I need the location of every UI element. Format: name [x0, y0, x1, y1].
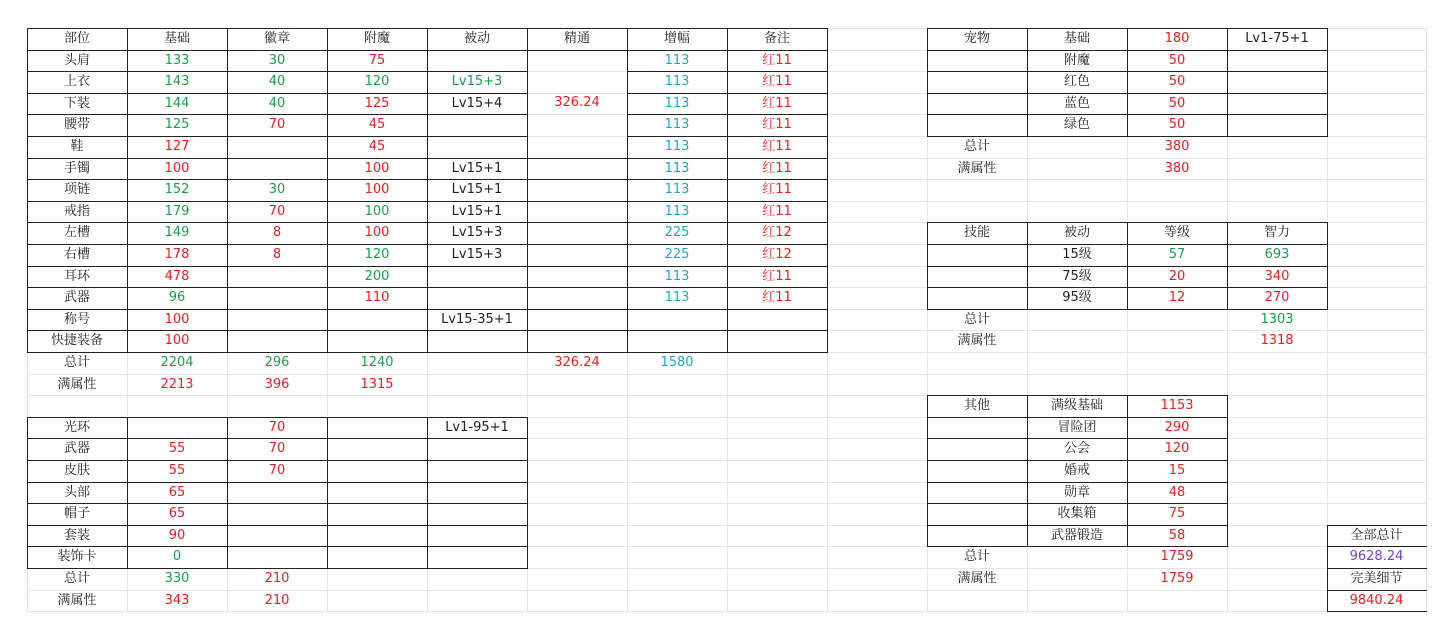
enchant-cell[interactable]: 45 [368, 139, 386, 154]
header-cell[interactable]: 徽章 [263, 31, 290, 46]
avatar-badge-cell[interactable]: 70 [268, 463, 286, 478]
part-cell[interactable]: 鞋 [70, 139, 84, 154]
skill-full-label[interactable]: 满属性 [957, 333, 997, 349]
skill-int-cell[interactable]: 693 [1264, 247, 1290, 262]
note-cell[interactable]: 红11 [762, 182, 792, 198]
full-badge[interactable]: 396 [264, 376, 290, 392]
avatar-base-cell[interactable] [127, 417, 227, 439]
header-cell[interactable]: 基础 [163, 31, 190, 46]
border-line [1327, 611, 1427, 612]
avatar-badge-cell[interactable] [227, 546, 327, 568]
passive-cell[interactable]: Lv15+1 [451, 182, 503, 198]
header-cell[interactable]: 备注 [763, 31, 790, 46]
pet-value-cell[interactable]: 180 [1164, 31, 1190, 46]
border-line [1327, 222, 1328, 309]
header-cell[interactable]: 部位 [63, 31, 90, 46]
other-value-cell[interactable]: 48 [1168, 484, 1186, 500]
avatar-badge-cell[interactable]: 70 [268, 419, 286, 435]
badge-cell[interactable] [227, 330, 327, 352]
other-value-cell[interactable]: 15 [1168, 463, 1186, 478]
base-cell[interactable]: 100 [164, 160, 190, 176]
pet-value-cell[interactable]: 50 [1168, 74, 1186, 90]
avatar-full-label[interactable]: 满属性 [57, 592, 97, 608]
note-cell[interactable]: 红11 [762, 160, 792, 176]
part-cell[interactable]: 头肩 [63, 52, 90, 68]
total-badge[interactable]: 296 [264, 355, 290, 370]
enchant-cell[interactable]: 100 [364, 160, 390, 176]
enchant-cell[interactable] [327, 330, 427, 352]
base-cell[interactable]: 149 [164, 225, 190, 241]
grand-total-value[interactable]: 9628.24 [1349, 549, 1404, 565]
badge-cell[interactable]: 40 [268, 74, 286, 90]
border-line [827, 28, 828, 353]
base-cell[interactable]: 125 [164, 117, 190, 133]
amp-cell[interactable]: 113 [664, 117, 690, 133]
amp-cell[interactable]: 113 [664, 160, 690, 176]
base-cell[interactable]: 133 [164, 52, 190, 68]
skill-name-cell[interactable]: 15级 [1062, 247, 1092, 262]
avatar-passive-cell[interactable] [427, 503, 527, 525]
passive-cell[interactable]: Lv15+3 [451, 247, 503, 262]
header-cell[interactable]: 增幅 [663, 31, 690, 46]
amp-cell[interactable] [627, 330, 727, 352]
base-cell[interactable]: 143 [164, 74, 190, 90]
grid-line [27, 611, 1426, 612]
passive-cell[interactable]: Lv15+1 [451, 160, 503, 176]
badge-cell[interactable] [227, 287, 327, 309]
pet-label-cell[interactable]: 绿色 [1063, 117, 1090, 133]
skill-total-label[interactable]: 总计 [963, 311, 990, 327]
mastery-cell[interactable]: 326.24 [554, 95, 600, 111]
skill-header-cell[interactable]: 技能 [963, 225, 990, 241]
amp-cell[interactable]: 113 [664, 95, 690, 111]
pet-label-cell[interactable]: 蓝色 [1063, 95, 1090, 111]
base-cell[interactable]: 478 [164, 268, 190, 284]
part-cell[interactable]: 快捷装备 [50, 333, 103, 349]
spreadsheet-grid[interactable] [27, 28, 1426, 612]
part-cell[interactable]: 称号 [63, 311, 90, 327]
border-line [527, 417, 528, 569]
total-mastery[interactable]: 326.24 [554, 355, 600, 370]
passive-cell[interactable] [427, 266, 527, 288]
skill-header-cell[interactable]: 被动 [1063, 225, 1090, 241]
other-label-cell[interactable]: 勋章 [1063, 484, 1090, 500]
other-total-value[interactable]: 1759 [1160, 549, 1194, 565]
part-cell[interactable]: 项链 [63, 182, 90, 198]
other-full-label[interactable]: 满属性 [957, 571, 997, 586]
enchant-cell[interactable]: 125 [364, 95, 390, 111]
other-full-value[interactable]: 1759 [1160, 571, 1194, 586]
header-cell[interactable]: 附魔 [363, 31, 390, 46]
other-label-cell[interactable]: 婚戒 [1063, 463, 1090, 478]
skill-name-cell[interactable]: 95级 [1062, 290, 1092, 306]
enchant-cell[interactable]: 45 [368, 117, 386, 133]
avatar-total-badge[interactable]: 210 [264, 571, 290, 586]
full-base[interactable]: 2213 [160, 376, 194, 392]
passive-cell[interactable]: Lv15-35+1 [441, 311, 513, 327]
avatar-badge-cell[interactable]: 70 [268, 441, 286, 457]
badge-cell[interactable] [227, 266, 327, 288]
note-cell[interactable]: 红11 [762, 268, 792, 284]
pet-extra-cell[interactable]: Lv1-75+1 [1245, 31, 1309, 46]
note-cell[interactable]: 红11 [762, 117, 792, 133]
avatar-passive-cell[interactable] [427, 482, 527, 504]
badge-cell[interactable]: 30 [268, 52, 286, 68]
skill-int-cell[interactable]: 340 [1264, 268, 1290, 284]
grid-line [1426, 28, 1427, 611]
note-cell[interactable]: 红11 [762, 203, 792, 219]
passive-cell[interactable] [427, 330, 527, 352]
skill-int-cell[interactable]: 270 [1264, 290, 1290, 306]
enchant-cell[interactable]: 100 [364, 203, 390, 219]
avatar-part-cell[interactable]: 帽子 [63, 506, 90, 522]
border-line [1327, 28, 1328, 137]
note-cell[interactable]: 红11 [762, 74, 792, 90]
avatar-base-cell[interactable]: 65 [168, 484, 186, 500]
total-label[interactable]: 总计 [63, 355, 90, 370]
note-cell[interactable]: 红12 [762, 225, 792, 241]
avatar-part-cell[interactable]: 装饰卡 [57, 549, 97, 565]
other-value-cell[interactable]: 75 [1168, 506, 1186, 522]
pet-extra-cell[interactable] [1227, 114, 1327, 136]
pet-extra-cell[interactable] [1227, 50, 1327, 72]
pet-title[interactable]: 宠物 [963, 31, 990, 46]
badge-cell[interactable] [227, 158, 327, 180]
pet-extra-cell[interactable] [1227, 71, 1327, 93]
pet-value-cell[interactable]: 50 [1168, 52, 1186, 68]
note-cell[interactable]: 红12 [762, 247, 792, 262]
avatar-total-label[interactable]: 总计 [63, 571, 90, 586]
skill-level-cell[interactable]: 57 [1168, 247, 1186, 262]
part-cell[interactable]: 下装 [63, 95, 90, 111]
avatar-part-cell[interactable]: 头部 [63, 484, 90, 500]
base-cell[interactable]: 100 [164, 333, 190, 349]
note-cell[interactable] [727, 309, 827, 331]
enchant-cell[interactable]: 110 [364, 290, 390, 306]
base-cell[interactable]: 96 [168, 290, 186, 306]
passive-cell[interactable] [427, 50, 527, 72]
skill-full-value[interactable]: 1318 [1260, 333, 1294, 349]
amp-cell[interactable]: 113 [664, 74, 690, 90]
passive-cell[interactable]: Lv15+4 [451, 95, 503, 111]
passive-cell[interactable]: Lv15+3 [451, 74, 503, 90]
total-base[interactable]: 2204 [160, 355, 194, 370]
amp-cell[interactable] [627, 309, 727, 331]
badge-cell[interactable] [227, 136, 327, 158]
total-enchant[interactable]: 1240 [360, 355, 394, 370]
avatar-full-badge[interactable]: 210 [264, 592, 290, 608]
base-cell[interactable]: 152 [164, 182, 190, 198]
badge-cell[interactable]: 70 [268, 117, 286, 133]
enchant-cell[interactable]: 75 [368, 52, 386, 68]
passive-cell[interactable] [427, 114, 527, 136]
other-value-cell[interactable]: 1153 [1160, 398, 1194, 414]
avatar-badge-cell[interactable] [227, 525, 327, 547]
full-label[interactable]: 满属性 [57, 376, 97, 392]
amp-cell[interactable]: 225 [664, 247, 690, 262]
skill-level-cell[interactable]: 20 [1168, 268, 1186, 284]
badge-cell[interactable] [227, 309, 327, 331]
passive-cell[interactable]: Lv15+3 [451, 225, 503, 241]
amp-cell[interactable]: 225 [664, 225, 690, 241]
pet-extra-cell[interactable] [1227, 93, 1327, 115]
part-cell[interactable]: 耳环 [63, 268, 90, 284]
passive-cell[interactable] [427, 287, 527, 309]
border-line [927, 395, 928, 547]
border-line [1227, 395, 1228, 547]
total-amp[interactable]: 1580 [660, 355, 694, 370]
amp-cell[interactable]: 113 [664, 52, 690, 68]
amp-cell[interactable]: 113 [664, 182, 690, 198]
passive-cell[interactable]: Lv15+1 [451, 203, 503, 219]
part-cell[interactable]: 上衣 [63, 74, 90, 90]
other-label-cell[interactable]: 冒险团 [1057, 419, 1097, 435]
avatar-passive-cell[interactable] [427, 438, 527, 460]
badge-cell[interactable]: 70 [268, 203, 286, 219]
badge-cell[interactable]: 40 [268, 95, 286, 111]
avatar-total-base[interactable]: 330 [164, 571, 190, 586]
part-cell[interactable]: 武器 [63, 290, 90, 306]
avatar-badge-cell[interactable] [227, 482, 327, 504]
header-cell[interactable]: 被动 [463, 31, 490, 46]
avatar-part-cell[interactable]: 武器 [63, 441, 90, 457]
skill-name-cell[interactable]: 75级 [1062, 268, 1092, 284]
enchant-cell[interactable]: 200 [364, 268, 390, 284]
part-cell[interactable]: 手镯 [63, 160, 90, 176]
avatar-part-cell[interactable]: 皮肤 [63, 463, 90, 478]
avatar-base-cell[interactable]: 65 [168, 506, 186, 522]
pet-label-cell[interactable]: 附魔 [1063, 52, 1090, 68]
enchant-cell[interactable]: 100 [364, 182, 390, 198]
avatar-part-cell[interactable]: 套装 [63, 527, 90, 543]
avatar-base-cell[interactable]: 55 [168, 463, 186, 478]
skill-total-value[interactable]: 1303 [1260, 311, 1294, 327]
other-value-cell[interactable]: 120 [1164, 441, 1190, 457]
skill-header-cell[interactable]: 智力 [1263, 225, 1290, 241]
base-cell[interactable]: 127 [164, 139, 190, 154]
note-cell[interactable]: 红11 [762, 290, 792, 306]
other-label-cell[interactable]: 公会 [1063, 441, 1090, 457]
amp-cell[interactable]: 113 [664, 290, 690, 306]
header-cell[interactable]: 精通 [563, 31, 590, 46]
avatar-base-cell[interactable]: 55 [168, 441, 186, 457]
amp-cell[interactable]: 113 [664, 139, 690, 154]
full-enchant[interactable]: 1315 [360, 376, 394, 392]
enchant-cell[interactable] [327, 309, 427, 331]
enchant-cell[interactable]: 100 [364, 225, 390, 241]
pet-label-cell[interactable]: 红色 [1063, 74, 1090, 90]
note-cell[interactable] [727, 330, 827, 352]
border-line [327, 417, 328, 569]
part-cell[interactable]: 右槽 [63, 247, 90, 262]
note-cell[interactable]: 红11 [762, 52, 792, 68]
avatar-badge-cell[interactable] [227, 503, 327, 525]
other-label-cell[interactable]: 满级基础 [1050, 398, 1103, 414]
skill-level-cell[interactable]: 12 [1168, 290, 1186, 306]
note-cell[interactable]: 红11 [762, 95, 792, 111]
amp-cell[interactable]: 113 [664, 268, 690, 284]
base-cell[interactable]: 178 [164, 247, 190, 262]
other-value-cell[interactable]: 290 [1164, 419, 1190, 435]
perfect-value[interactable]: 9840.24 [1349, 592, 1404, 608]
other-total-label[interactable]: 总计 [963, 549, 990, 565]
avatar-passive-cell[interactable] [427, 525, 527, 547]
badge-cell[interactable]: 8 [272, 247, 282, 262]
passive-cell[interactable] [427, 136, 527, 158]
base-cell[interactable]: 144 [164, 95, 190, 111]
perfect-label[interactable]: 完美细节 [1350, 571, 1403, 586]
pet-full-value[interactable]: 380 [1164, 160, 1190, 176]
grand-total-label[interactable]: 全部总计 [1350, 527, 1403, 543]
part-cell[interactable]: 戒指 [63, 203, 90, 219]
amp-cell[interactable]: 113 [664, 203, 690, 219]
other-label-cell[interactable]: 收集箱 [1057, 506, 1097, 522]
enchant-cell[interactable]: 120 [364, 247, 390, 262]
base-cell[interactable]: 100 [164, 311, 190, 327]
pet-label-cell[interactable]: 基础 [1063, 31, 1090, 46]
skill-header-cell[interactable]: 等级 [1163, 225, 1190, 241]
base-cell[interactable]: 179 [164, 203, 190, 219]
other-value-cell[interactable]: 58 [1168, 527, 1186, 543]
part-cell[interactable]: 左槽 [63, 225, 90, 241]
avatar-passive-cell[interactable] [427, 460, 527, 482]
avatar-passive-cell[interactable]: Lv1-95+1 [445, 419, 509, 435]
enchant-cell[interactable]: 120 [364, 74, 390, 90]
avatar-passive-cell[interactable] [427, 546, 527, 568]
badge-cell[interactable]: 30 [268, 182, 286, 198]
note-cell[interactable]: 红11 [762, 139, 792, 154]
pet-full-label[interactable]: 满属性 [957, 160, 997, 176]
pet-value-cell[interactable]: 50 [1168, 117, 1186, 133]
badge-cell[interactable]: 8 [272, 225, 282, 241]
pet-total-label[interactable]: 总计 [963, 139, 990, 154]
part-cell[interactable]: 腰带 [63, 117, 90, 133]
avatar-base-cell[interactable]: 90 [168, 527, 186, 543]
avatar-base-cell[interactable]: 0 [172, 549, 182, 565]
pet-total-value[interactable]: 380 [1164, 139, 1190, 154]
avatar-part-cell[interactable]: 光环 [63, 419, 90, 435]
other-label-cell[interactable]: 武器锻造 [1050, 527, 1103, 543]
avatar-full-base[interactable]: 343 [164, 592, 190, 608]
pet-value-cell[interactable]: 50 [1168, 95, 1186, 111]
other-title[interactable]: 其他 [963, 398, 990, 414]
